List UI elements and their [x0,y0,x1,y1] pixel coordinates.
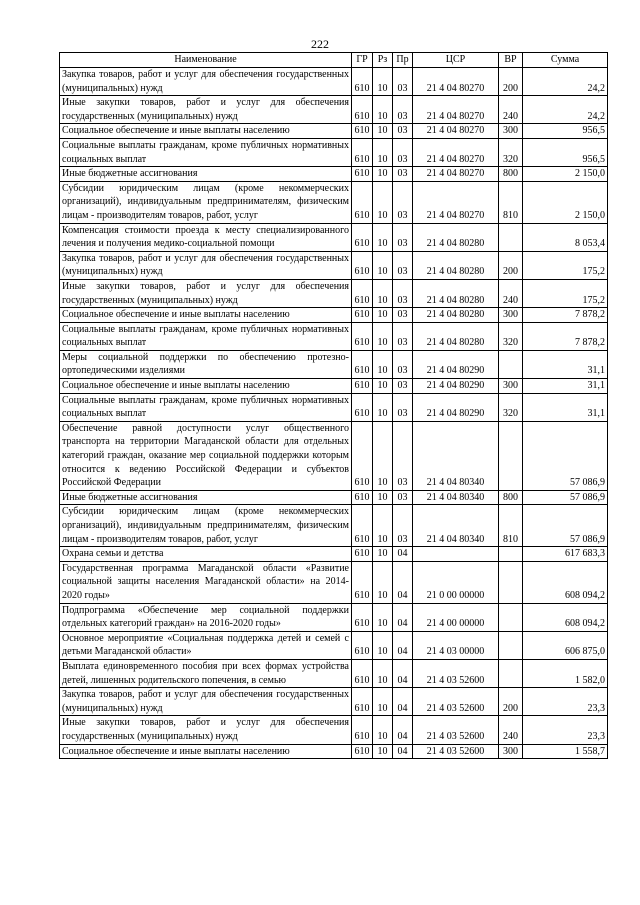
row-csr: 21 4 03 52600 [413,688,499,716]
row-pr: 03 [393,379,413,394]
row-pr: 03 [393,279,413,307]
row-gr: 610 [352,547,373,562]
row-sum: 175,2 [523,251,608,279]
row-pr: 03 [393,181,413,223]
row-pr: 03 [393,490,413,505]
row-pr: 04 [393,744,413,759]
row-gr: 610 [352,68,373,96]
row-pr: 04 [393,561,413,603]
row-rz: 10 [373,308,393,323]
row-csr: 21 4 04 80290 [413,393,499,421]
row-csr: 21 4 04 80340 [413,505,499,547]
row-csr: 21 4 04 80280 [413,308,499,323]
row-name: Иные закупки товаров, работ и услуг для обеспечения государственных (муниципальных) нужд [60,716,352,744]
table-row [60,279,608,307]
table-row [60,421,608,490]
row-name: Компенсация стоимости проезда к месту специализированного лечения и получения медико-социальной помощи [60,223,352,251]
row-vr: 810 [499,505,523,547]
row-name: Закупка товаров, работ и услуг для обеспечения государственных (муниципальных) нужд [60,68,352,96]
row-csr: 21 4 03 52600 [413,659,499,687]
row-gr: 610 [352,96,373,124]
row-vr: 800 [499,490,523,505]
row-name: Иные закупки товаров, работ и услуг для обеспечения государственных (муниципальных) нужд [60,279,352,307]
table-row [60,308,608,323]
row-sum: 617 683,3 [523,547,608,562]
row-vr [499,350,523,378]
row-gr: 610 [352,251,373,279]
row-sum: 57 086,9 [523,421,608,490]
row-gr: 610 [352,421,373,490]
row-csr: 21 0 00 00000 [413,561,499,603]
row-sum: 31,1 [523,393,608,421]
table-row [60,68,608,96]
row-gr: 610 [352,308,373,323]
row-sum: 31,1 [523,350,608,378]
row-rz: 10 [373,716,393,744]
row-gr: 610 [352,279,373,307]
row-rz: 10 [373,421,393,490]
row-rz: 10 [373,322,393,350]
row-name: Социальные выплаты гражданам, кроме публичных нормативных социальных выплат [60,322,352,350]
row-vr [499,561,523,603]
row-vr: 200 [499,688,523,716]
row-vr: 300 [499,379,523,394]
row-csr: 21 4 04 80280 [413,223,499,251]
row-vr: 200 [499,68,523,96]
row-rz: 10 [373,181,393,223]
table-row [60,251,608,279]
row-name: Социальное обеспечение и иные выплаты населению [60,308,352,323]
row-pr: 03 [393,138,413,166]
row-rz: 10 [373,547,393,562]
row-gr: 610 [352,124,373,139]
row-rz: 10 [373,279,393,307]
row-sum: 23,3 [523,716,608,744]
row-gr: 610 [352,379,373,394]
row-sum: 7 878,2 [523,322,608,350]
table-row [60,223,608,251]
row-name: Социальное обеспечение и иные выплаты населению [60,379,352,394]
row-rz: 10 [373,68,393,96]
table-row [60,490,608,505]
header-gr: ГР [352,53,373,68]
row-name: Государственная программа Магаданской области «Развитие социальной защиты населения Магаданской области» на 2014-2020 годы» [60,561,352,603]
row-name: Социальные выплаты гражданам, кроме публичных нормативных социальных выплат [60,138,352,166]
row-rz: 10 [373,393,393,421]
row-rz: 10 [373,96,393,124]
row-rz: 10 [373,603,393,631]
row-vr: 320 [499,138,523,166]
row-vr: 300 [499,744,523,759]
row-pr: 04 [393,603,413,631]
row-pr: 04 [393,688,413,716]
row-sum: 24,2 [523,96,608,124]
row-name: Иные бюджетные ассигнования [60,167,352,182]
row-csr: 21 4 04 80270 [413,181,499,223]
table-row [60,688,608,716]
row-sum: 956,5 [523,124,608,139]
header-sum: Сумма [523,53,608,68]
row-vr [499,659,523,687]
row-csr: 21 4 04 80270 [413,167,499,182]
row-sum: 24,2 [523,68,608,96]
row-sum: 31,1 [523,379,608,394]
row-gr: 610 [352,223,373,251]
row-name: Иные бюджетные ассигнования [60,490,352,505]
page-number: 222 [311,37,329,51]
row-name: Субсидии юридическим лицам (кроме некоммерческих организаций), индивидуальным предпринимателям, физическим лицам - производителям товаров, работ, услуг [60,181,352,223]
row-gr: 610 [352,744,373,759]
row-pr: 03 [393,124,413,139]
table-row [60,659,608,687]
row-vr: 320 [499,393,523,421]
row-vr: 240 [499,96,523,124]
row-gr: 610 [352,716,373,744]
budget-table [59,52,608,759]
row-rz: 10 [373,124,393,139]
row-csr: 21 4 04 80290 [413,379,499,394]
row-sum: 175,2 [523,279,608,307]
row-gr: 610 [352,167,373,182]
row-name: Основное мероприятие «Социальная поддержка детей и семей с детьми Магаданской области» [60,631,352,659]
row-name: Социальные выплаты гражданам, кроме публичных нормативных социальных выплат [60,393,352,421]
row-sum: 7 878,2 [523,308,608,323]
row-rz: 10 [373,631,393,659]
row-rz: 10 [373,505,393,547]
row-gr: 610 [352,505,373,547]
row-rz: 10 [373,167,393,182]
row-sum: 606 875,0 [523,631,608,659]
row-csr: 21 4 03 00000 [413,631,499,659]
row-name: Иные закупки товаров, работ и услуг для обеспечения государственных (муниципальных) нужд [60,96,352,124]
row-gr: 610 [352,490,373,505]
row-gr: 610 [352,138,373,166]
row-csr: 21 4 04 80280 [413,251,499,279]
row-csr: 21 4 04 80290 [413,350,499,378]
table-row [60,181,608,223]
row-pr: 03 [393,505,413,547]
row-rz: 10 [373,490,393,505]
row-pr: 04 [393,547,413,562]
row-csr [413,547,499,562]
row-gr: 610 [352,322,373,350]
row-rz: 10 [373,688,393,716]
row-vr: 800 [499,167,523,182]
row-vr [499,223,523,251]
row-vr [499,603,523,631]
table-row [60,138,608,166]
row-vr: 200 [499,251,523,279]
row-pr: 03 [393,393,413,421]
row-pr: 03 [393,350,413,378]
row-vr: 240 [499,716,523,744]
row-pr: 03 [393,421,413,490]
table-body [60,68,608,759]
row-sum: 8 053,4 [523,223,608,251]
row-name: Закупка товаров, работ и услуг для обеспечения государственных (муниципальных) нужд [60,688,352,716]
row-rz: 10 [373,251,393,279]
row-name: Охрана семьи и детства [60,547,352,562]
row-csr: 21 4 04 80270 [413,68,499,96]
row-gr: 610 [352,561,373,603]
row-pr: 03 [393,308,413,323]
row-gr: 610 [352,393,373,421]
row-csr: 21 4 04 80270 [413,124,499,139]
row-name: Социальное обеспечение и иные выплаты населению [60,124,352,139]
header-name: Наименование [60,53,352,68]
table-row [60,744,608,759]
row-rz: 10 [373,379,393,394]
header-pr: Пр [393,53,413,68]
row-pr: 03 [393,68,413,96]
row-sum: 57 086,9 [523,490,608,505]
row-vr [499,547,523,562]
row-csr: 21 4 04 80340 [413,421,499,490]
table-row [60,603,608,631]
row-rz: 10 [373,138,393,166]
table-row [60,393,608,421]
row-sum: 2 150,0 [523,181,608,223]
row-sum: 23,3 [523,688,608,716]
row-vr: 810 [499,181,523,223]
row-vr: 300 [499,308,523,323]
row-gr: 610 [352,603,373,631]
row-vr: 320 [499,322,523,350]
row-gr: 610 [352,181,373,223]
header-rz: Рз [373,53,393,68]
row-pr: 04 [393,631,413,659]
row-sum: 57 086,9 [523,505,608,547]
row-rz: 10 [373,561,393,603]
table-row [60,379,608,394]
row-name: Закупка товаров, работ и услуг для обеспечения государственных (муниципальных) нужд [60,251,352,279]
row-pr: 03 [393,322,413,350]
table-header-row [60,53,608,68]
row-rz: 10 [373,350,393,378]
row-csr: 21 4 04 80280 [413,279,499,307]
header-csr: ЦСР [413,53,499,68]
row-vr [499,421,523,490]
row-vr: 240 [499,279,523,307]
row-name: Подпрограмма «Обеспечение мер социальной поддержки отдельных категорий граждан» на 2016-2020 годы» [60,603,352,631]
table-row [60,561,608,603]
row-name: Обеспечение равной доступности услуг общественного транспорта на территории Магаданской области для отдельных категорий граждан, оказание мер социальной поддержки которым относится к ведению Российской Федерации и субъектов Российской Федерации [60,421,352,490]
table-row [60,167,608,182]
row-gr: 610 [352,659,373,687]
table-row [60,322,608,350]
table-row [60,124,608,139]
row-sum: 1 582,0 [523,659,608,687]
row-csr: 21 4 04 80270 [413,138,499,166]
row-rz: 10 [373,223,393,251]
row-pr: 03 [393,167,413,182]
table-row [60,96,608,124]
row-csr: 21 4 00 00000 [413,603,499,631]
row-gr: 610 [352,350,373,378]
row-gr: 610 [352,631,373,659]
row-csr: 21 4 04 80340 [413,490,499,505]
table-row [60,547,608,562]
row-csr: 21 4 03 52600 [413,744,499,759]
row-name: Меры социальной поддержки по обеспечению протезно-ортопедическими изделиями [60,350,352,378]
table-row [60,716,608,744]
row-vr: 300 [499,124,523,139]
row-rz: 10 [373,744,393,759]
row-sum: 608 094,2 [523,561,608,603]
row-vr [499,631,523,659]
row-sum: 1 558,7 [523,744,608,759]
row-csr: 21 4 03 52600 [413,716,499,744]
row-pr: 03 [393,96,413,124]
row-pr: 04 [393,716,413,744]
row-name: Социальное обеспечение и иные выплаты населению [60,744,352,759]
row-pr: 04 [393,659,413,687]
table-row [60,350,608,378]
row-name: Выплата единовременного пособия при всех формах устройства детей, лишенных родительского попечения, в семью [60,659,352,687]
row-sum: 608 094,2 [523,603,608,631]
table-row [60,631,608,659]
row-csr: 21 4 04 80280 [413,322,499,350]
table-row [60,505,608,547]
row-pr: 03 [393,223,413,251]
row-csr: 21 4 04 80270 [413,96,499,124]
row-sum: 956,5 [523,138,608,166]
row-sum: 2 150,0 [523,167,608,182]
header-vr: ВР [499,53,523,68]
row-gr: 610 [352,688,373,716]
row-name: Субсидии юридическим лицам (кроме некоммерческих организаций), индивидуальным предпринимателям, физическим лицам - производителям товаров, работ, услуг [60,505,352,547]
row-rz: 10 [373,659,393,687]
row-pr: 03 [393,251,413,279]
